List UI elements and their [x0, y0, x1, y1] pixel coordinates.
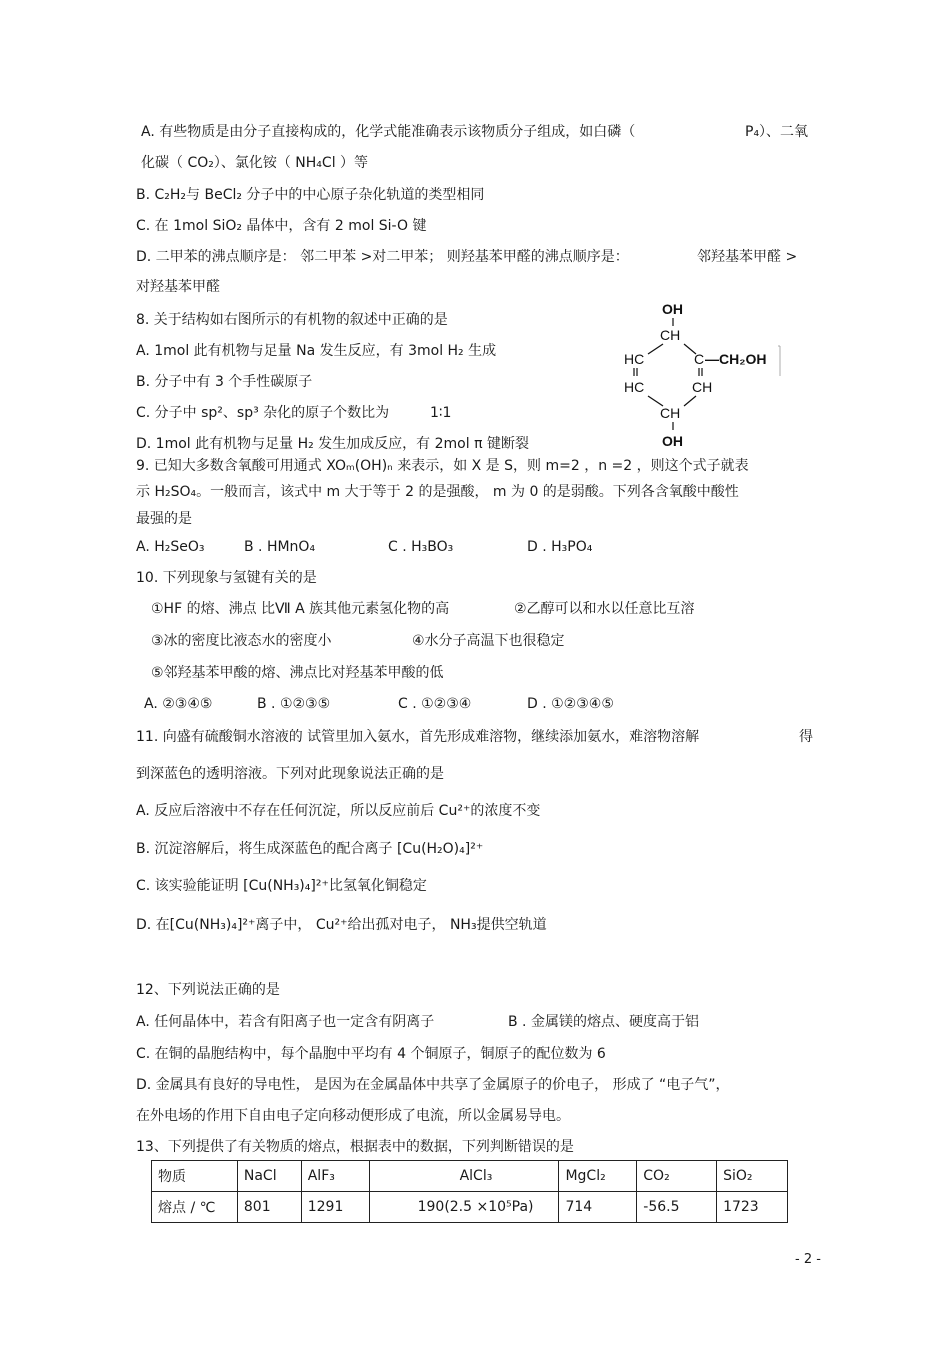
- q9-stem-line1: 9. 已知大多数含氧酸可用通式 XOₘ(OH)ₙ 来表示，如 X 是 S，则 m=2 ，n =2 ，则这个式子就表: [136, 458, 749, 474]
- q12-stem: 12、下列说法正确的是: [136, 982, 280, 998]
- melting-point-table: [151, 1160, 788, 1223]
- q9-stem-line2: 示 H₂SO₄。一般而言，该式中 m 大于等于 2 的是强酸， m 为 0 的是弱酸。下列各含氧酸中酸性: [136, 484, 739, 500]
- q12-option-a: A. 任何晶体中，若含有阳离子也一定含有阴离子: [136, 1014, 435, 1030]
- q8-stem: 8. 关于结构如右图所示的有机物的叙述中正确的是: [136, 312, 448, 328]
- q11-stem-line1-end: 得: [799, 729, 813, 745]
- q7-option-d-part2: 邻羟基苯甲醛 >: [697, 249, 798, 265]
- table-cell: NaCl: [237, 1161, 301, 1192]
- q8-option-b: B. 分子中有 3 个手性碳原子: [136, 374, 313, 390]
- q13-stem: 13、下列提供了有关物质的熔点，根据表中的数据，下列判断错误的是: [136, 1139, 574, 1155]
- q11-option-b: B. 沉淀溶解后，将生成深蓝色的配合离子 [Cu(H₂O)₄]²⁺: [136, 841, 484, 857]
- q10-option-d: D . ①②③④⑤: [527, 696, 614, 712]
- table-cell: SiO₂: [717, 1161, 788, 1192]
- q12-option-b: B . 金属镁的熔点、硬度高于铝: [508, 1014, 699, 1030]
- table-cell: 1723: [717, 1192, 788, 1223]
- formula-oh-top: OH: [662, 301, 683, 317]
- q10-option-b: B . ①②③⑤: [257, 696, 331, 712]
- q12-option-d-part1: D. 金属具有良好的导电性， 是因为在金属晶体中共享了金属原子的价电子， 形成了 “电子气”，: [136, 1077, 730, 1093]
- formula-ch-bottom: CH: [660, 405, 681, 421]
- table-row: [152, 1192, 788, 1223]
- q10-item-3: ③冰的密度比液态水的密度小: [151, 633, 332, 649]
- q11-option-d: D. 在[Cu(NH₃)₄]²⁺离子中， Cu²⁺给出孤对电子， NH₃提供空轨道: [136, 917, 547, 933]
- q7-option-a-part2: P₄）、二氧: [745, 124, 809, 140]
- q11-option-c: C. 该实验能证明 [Cu(NH₃)₄]²⁺比氢氧化铜稳定: [136, 878, 427, 894]
- q12-option-d-part2: 在外电场的作用下自由电子定向移动便形成了电流，所以金属易导电。: [136, 1108, 570, 1124]
- q10-item-2: ②乙醇可以和水以任意比互溶: [514, 601, 695, 617]
- table-cell: 714: [559, 1192, 637, 1223]
- q8-option-c-part2: 1∶1: [430, 405, 452, 421]
- table-header-row: [152, 1161, 788, 1192]
- q8-option-c-part1: C. 分子中 sp²、sp³ 杂化的原子个数比为: [136, 405, 390, 421]
- structural-formula: [608, 296, 808, 456]
- formula-ch-right-lower: CH: [692, 379, 713, 395]
- formula-hc-lower: HC: [624, 379, 645, 395]
- q10-item-5: ⑤邻羟基苯甲酸的熔、沸点比对羟基苯甲酸的低: [151, 665, 444, 681]
- q7-option-b: B. C₂H₂与 BeCl₂ 分子中的中心原子杂化轨道的类型相同: [136, 187, 485, 203]
- table-cell: -56.5: [637, 1192, 717, 1223]
- q11-option-a: A. 反应后溶液中不存在任何沉淀，所以反应前后 Cu²⁺的浓度不变: [136, 803, 541, 819]
- q9-option-a: A. H₂SeO₃: [136, 539, 205, 555]
- table-cell: AlCl₃: [369, 1161, 559, 1192]
- formula-hc-upper: HC: [624, 351, 645, 367]
- table-cell: 801: [237, 1192, 301, 1223]
- formula-oh-bottom: OH: [662, 433, 683, 449]
- formula-c-right: C: [694, 351, 705, 367]
- q9-option-b: B . HMnO₄: [244, 539, 316, 555]
- table-cell: 熔点 / ℃: [152, 1192, 238, 1223]
- q7-option-a-part3: 化碳（ CO₂）、氯化铵（ NH₄Cl ）等: [141, 155, 369, 171]
- q11-stem-line2: 到深蓝色的透明溶液。下列对此现象说法正确的是: [136, 766, 444, 782]
- q7-option-d-part3: 对羟基苯甲醛: [136, 279, 220, 295]
- q10-item-4: ④水分子高温下也很稳定: [412, 633, 565, 649]
- q7-option-a-part1: A. 有些物质是由分子直接构成的，化学式能准确表示该物质分子组成，如白磷（: [141, 124, 636, 140]
- q10-stem: 10. 下列现象与氢键有关的是: [136, 570, 317, 586]
- page-number: - 2 -: [795, 1252, 821, 1267]
- q8-option-d: D. 1mol 此有机物与足量 H₂ 发生加成反应，有 2mol π 键断裂: [136, 436, 529, 452]
- q12-option-c: C. 在铜的晶胞结构中，每个晶胞中平均有 4 个铜原子，铜原子的配位数为 6: [136, 1046, 606, 1062]
- formula-ch2oh: —CH₂OH: [705, 351, 767, 367]
- q9-stem-line3: 最强的是: [136, 511, 192, 527]
- table-cell: AlF₃: [301, 1161, 369, 1192]
- q11-stem-line1: 11. 向盛有硫酸铜水溶液的 试管里加入氨水，首先形成难溶物，继续添加氨水，难溶物溶解: [136, 729, 700, 745]
- q9-option-d: D . H₃PO₄: [527, 539, 593, 555]
- q7-option-c: C. 在 1mol SiO₂ 晶体中，含有 2 mol Si-O 键: [136, 218, 427, 234]
- q7-option-d-part1: D. 二甲苯的沸点顺序是： 邻二甲苯 >对二甲苯； 则羟基苯甲醛的沸点顺序是：: [136, 249, 629, 265]
- table-cell: 物质: [152, 1161, 238, 1192]
- table-cell: 1291: [301, 1192, 369, 1223]
- q8-option-a: A. 1mol 此有机物与足量 Na 发生反应，有 3mol H₂ 生成: [136, 343, 497, 359]
- q9-option-c: C . H₃BO₃: [388, 539, 454, 555]
- q10-item-1: ①HF 的熔、沸点 比Ⅶ A 族其他元素氢化物的高: [151, 601, 450, 617]
- q10-option-c: C . ①②③④: [398, 696, 472, 712]
- q10-option-a: A. ②③④⑤: [144, 696, 213, 712]
- formula-ch-top: CH: [660, 327, 681, 343]
- table-cell: CO₂: [637, 1161, 717, 1192]
- table-cell: MgCl₂: [559, 1161, 637, 1192]
- table-cell: 190(2.5 ×10⁵Pa): [369, 1192, 559, 1223]
